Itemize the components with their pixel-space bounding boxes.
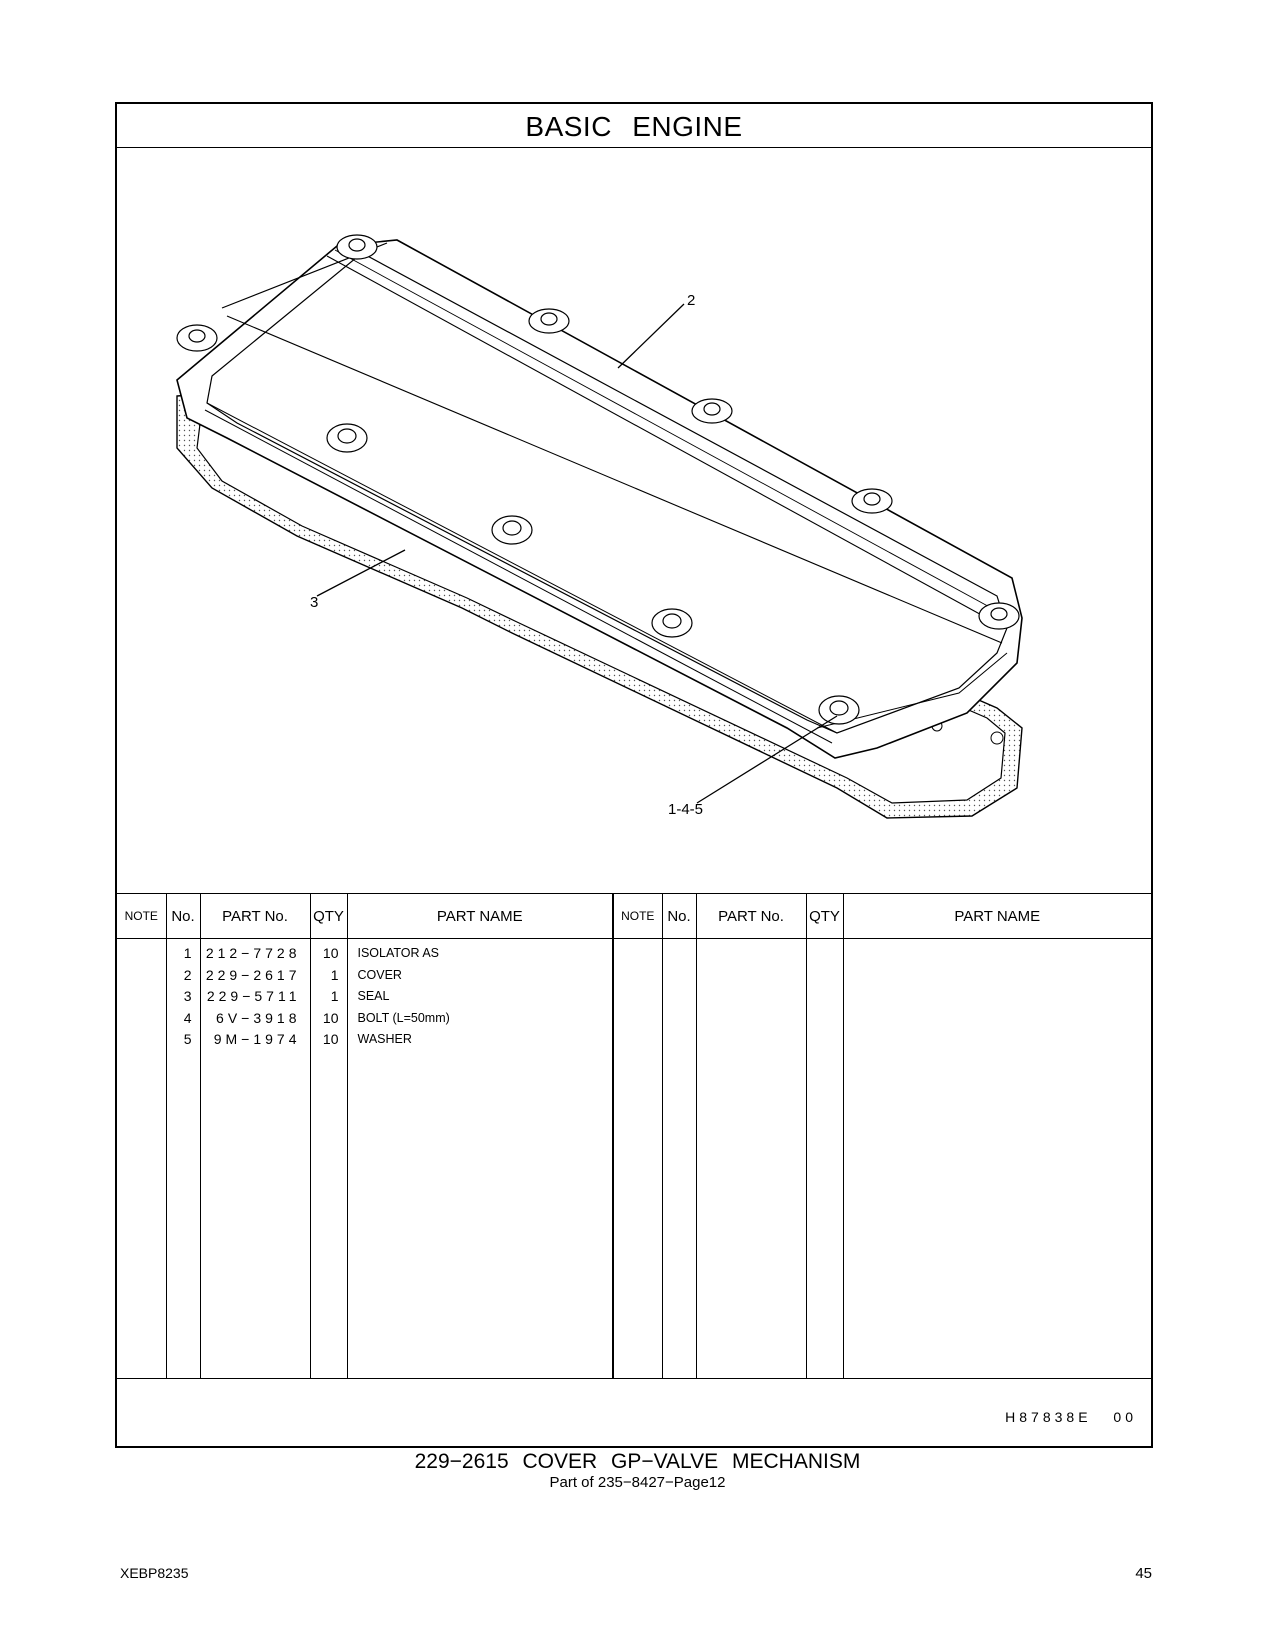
part-number: 6V−3918 — [216, 1009, 301, 1026]
header-qty-right: QTY — [806, 894, 843, 939]
header-part-no: PART No. — [200, 894, 310, 939]
header-part-name-right: PART NAME — [843, 894, 1151, 939]
item-number: 4 — [183, 1009, 192, 1026]
part-name: BOLT (L=50mm) — [357, 1010, 450, 1025]
bolt — [652, 609, 692, 637]
table-header-row — [117, 894, 1151, 939]
parts-list-table — [117, 893, 1151, 1379]
page-number: 45 — [1135, 1565, 1152, 1582]
bolt — [979, 603, 1019, 629]
drawing-code: H87838E 00 — [1005, 1409, 1137, 1425]
table-body-row — [117, 939, 1151, 1379]
item-number-column — [166, 939, 200, 1379]
note-column-right — [613, 939, 662, 1379]
page-frame — [115, 102, 1153, 1448]
item-number-column-right — [662, 939, 696, 1379]
header-note: NOTE — [117, 894, 166, 939]
item-number: 2 — [183, 966, 192, 983]
part-name: WASHER — [357, 1032, 412, 1046]
header-qty: QTY — [310, 894, 347, 939]
part-name-column — [347, 939, 613, 1379]
part-number: 212−7728 — [205, 945, 301, 961]
item-number: 3 — [183, 988, 192, 1004]
header-part-no-right: PART No. — [696, 894, 806, 939]
item-number: 1 — [183, 945, 192, 961]
part-name: ISOLATOR AS — [357, 946, 440, 960]
part-number: 229−5711 — [206, 988, 301, 1004]
quantity: 10 — [322, 1009, 339, 1026]
quantity: 10 — [322, 1031, 339, 1047]
part-number: 9M−1974 — [213, 1031, 301, 1047]
section-title: BASIC ENGINE — [117, 104, 1151, 148]
quantity-column-right — [806, 939, 843, 1379]
bolt — [177, 325, 217, 351]
part-number-column — [200, 939, 310, 1379]
part-name-column-right — [843, 939, 1151, 1379]
quantity: 10 — [322, 945, 339, 961]
part-number-column-right — [696, 939, 806, 1379]
part-name: SEAL — [357, 989, 390, 1003]
bolt — [529, 309, 569, 333]
header-note-right: NOTE — [613, 894, 662, 939]
header-no: No. — [166, 894, 200, 939]
part-name: COVER — [357, 967, 402, 982]
bolt — [492, 516, 532, 544]
header-part-name: PART NAME — [347, 894, 613, 939]
quantity: 1 — [330, 988, 339, 1004]
bolt — [692, 399, 732, 423]
bolt — [852, 489, 892, 513]
bolt — [327, 424, 367, 452]
header-no-right: No. — [662, 894, 696, 939]
item-number: 5 — [183, 1031, 192, 1047]
part-number: 229−2617 — [205, 966, 301, 983]
bolt — [337, 235, 377, 259]
quantity: 1 — [330, 966, 339, 983]
document-id: XEBP8235 — [120, 1565, 189, 1581]
group-title: 229−2615 COVER GP−VALVE MECHANISM — [414, 1450, 861, 1473]
valve-cover-drawing — [117, 148, 1151, 893]
bolt — [819, 696, 859, 724]
exploded-view-illustration — [117, 148, 1151, 893]
quantity-column — [310, 939, 347, 1379]
callout-isolator-bolt-washer: 1-4-5 — [668, 801, 704, 818]
callout-seal: 3 — [310, 594, 319, 611]
note-column — [117, 939, 166, 1379]
group-subtitle: Part of 235−8427−Page12 — [549, 1474, 726, 1491]
callout-cover: 2 — [687, 292, 696, 309]
